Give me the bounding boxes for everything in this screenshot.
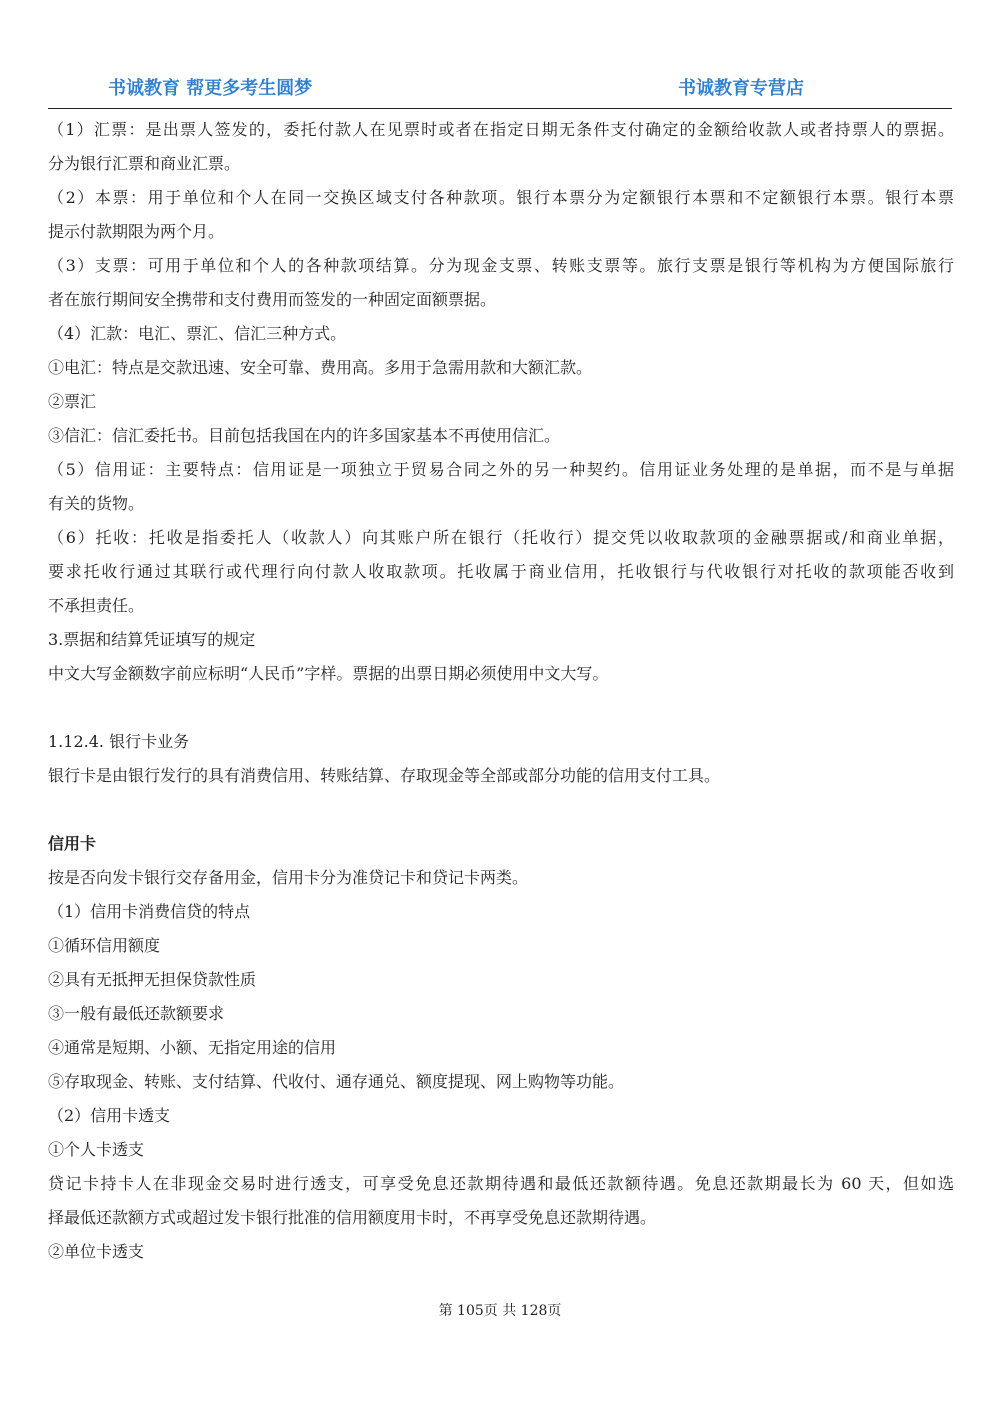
list-item: ④通常是短期、小额、无指定用途的信用 xyxy=(48,1038,337,1057)
paragraph-line: 提示付款期限为两个月。 xyxy=(48,222,225,241)
paragraph-line: 择最低还款额方式或超过发卡银行批准的信用额度用卡时，不再享受免息还款期待遇。 xyxy=(48,1208,657,1227)
paragraph-line: （2）本票：用于单位和个人在同一交换区域支付各种款项。银行本票分为定额银行本票和不定额银行本票。银行本票 xyxy=(48,188,954,207)
subsection-heading: 信用卡 xyxy=(48,834,97,853)
header-slogan: 书诚教育 帮更多考生圆梦 xyxy=(108,78,313,99)
document-body xyxy=(48,113,954,1269)
paragraph-line: ①电汇：特点是交款迅速、安全可靠、费用高。多用于急需用款和大额汇款。 xyxy=(48,358,593,377)
section-heading: 3.票据和结算凭证填写的规定 xyxy=(48,630,256,649)
paragraph-line: （2）信用卡透支 xyxy=(48,1106,171,1125)
paragraph-line: （4）汇款：电汇、票汇、信汇三种方式。 xyxy=(48,324,347,343)
paragraph-line: （1）汇票：是出票人签发的，委托付款人在见票时或者在指定日期无条件支付确定的金额给收款人或者持票人的票据。 xyxy=(48,120,954,139)
paragraph-line: 按是否向发卡银行交存备用金，信用卡分为准贷记卡和贷记卡两类。 xyxy=(48,868,529,887)
list-item: ①个人卡透支 xyxy=(48,1140,145,1159)
paragraph-line: 者在旅行期间安全携带和支付费用而签发的一种固定面额票据。 xyxy=(48,290,497,309)
blank-line xyxy=(48,691,954,725)
paragraph-line: 分为银行汇票和商业汇票。 xyxy=(48,154,241,173)
paragraph-line: 不承担责任。 xyxy=(48,596,145,615)
page-number: 第 105页 共 128页 xyxy=(438,1303,562,1319)
paragraph-line: （5）信用证：主要特点：信用证是一项独立于贸易合同之外的另一种契约。信用证业务处理的是单据，而不是与单据 xyxy=(48,460,954,479)
paragraph-line: 银行卡是由银行发行的具有消费信用、转账结算、存取现金等全部或部分功能的信用支付工具。 xyxy=(48,766,721,785)
paragraph-line: （6）托收：托收是指委托人（收款人）向其账户所在银行（托收行）提交凭以收取款项的金融票据或/和商业单据， xyxy=(48,528,954,547)
paragraph-line: ②票汇 xyxy=(48,392,97,411)
section-heading: 1.12.4. 银行卡业务 xyxy=(48,732,190,751)
list-item: ①循环信用额度 xyxy=(48,936,161,955)
paragraph-line: （1）信用卡消费信贷的特点 xyxy=(48,902,251,921)
paragraph-line: ③信汇：信汇委托书。目前包括我国在内的许多国家基本不再使用信汇。 xyxy=(48,426,561,445)
list-item: ⑤存取现金、转账、支付结算、代收付、通存通兑、额度提现、网上购物等功能。 xyxy=(48,1072,625,1091)
list-item: ③一般有最低还款额要求 xyxy=(48,1004,225,1023)
list-item: ②具有无抵押无担保贷款性质 xyxy=(48,970,257,989)
blank-line xyxy=(48,793,954,827)
paragraph-line: 贷记卡持卡人在非现金交易时进行透支，可享受免息还款期待遇和最低还款额待遇。免息还款期最长为 60 天，但如选 xyxy=(48,1174,954,1193)
paragraph-line: 有关的货物。 xyxy=(48,494,145,513)
list-item: ②单位卡透支 xyxy=(48,1242,145,1261)
paragraph-line: 要求托收行通过其联行或代理行向付款人收取款项。托收属于商业信用，托收银行与代收银行对托收的款项能否收到 xyxy=(48,562,954,581)
header-store-name: 书诚教育专营店 xyxy=(678,78,804,99)
paragraph-line: （3）支票：可用于单位和个人的各种款项结算。分为现金支票、转账支票等。旅行支票是银行等机构为方便国际旅行 xyxy=(48,256,954,275)
page-header xyxy=(48,72,952,109)
paragraph-line: 中文大写金额数字前应标明“人民币”字样。票据的出票日期必须使用中文大写。 xyxy=(48,664,609,683)
